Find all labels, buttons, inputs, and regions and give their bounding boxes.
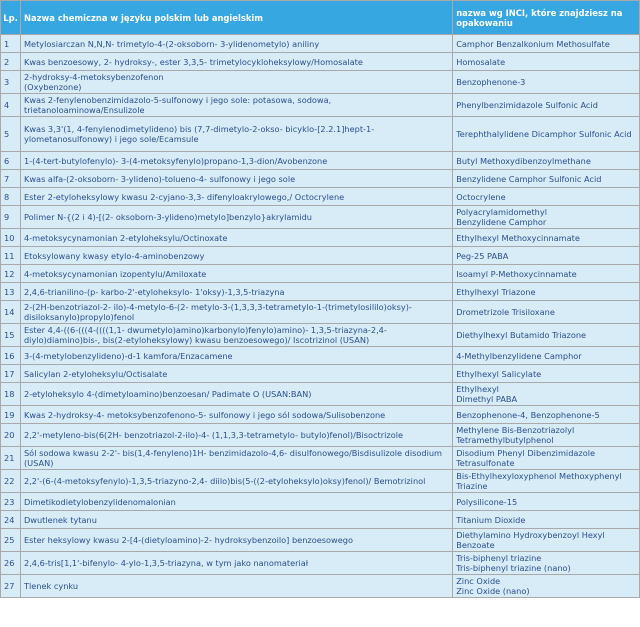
cell-lp: 23 xyxy=(1,493,21,511)
cell-lp: 4 xyxy=(1,94,21,117)
cell-inci-name: Terephthalylidene Dicamphor Sulfonic Acid xyxy=(453,117,640,152)
cell-polish-name: 4-metoksycynamonian izopentylu/Amiloxate xyxy=(20,265,452,283)
cell-polish-name: Kwas alfa-(2-oksoborn- 3-ylideno)-tolueno-4- sulfonowy i jego sole xyxy=(20,170,452,188)
table-row xyxy=(1,511,640,529)
header-row xyxy=(1,1,640,35)
cell-inci-name: Diethylhexyl Butamido Triazone xyxy=(453,324,640,347)
table-row xyxy=(1,283,640,301)
cell-lp: 18 xyxy=(1,383,21,406)
cell-lp: 2 xyxy=(1,53,21,71)
table-header xyxy=(1,1,640,35)
table-row xyxy=(1,53,640,71)
cell-inci-name: Isoamyl P-Methoxycinnamate xyxy=(453,265,640,283)
table-row xyxy=(1,447,640,470)
table-row xyxy=(1,247,640,265)
cell-polish-name: Ester 2-etyloheksylowy kwasu 2-cyjano-3,3- difenyloakrylowego,/ Octocrylene xyxy=(20,188,452,206)
cell-polish-name: Ester heksylowy kwasu 2-[4-(dietyloamino)-2- hydroksybenzoilo] benzoesowego xyxy=(20,529,452,552)
cell-polish-name: Tlenek cynku xyxy=(20,575,452,598)
table-row xyxy=(1,383,640,406)
table-row xyxy=(1,365,640,383)
cell-inci-name: Titanium Dioxide xyxy=(453,511,640,529)
cell-polish-name: 1-(4-tert-butylofenylo)- 3-(4-metoksyfenylo)propano-1,3-dion/Avobenzone xyxy=(20,152,452,170)
table-body xyxy=(1,35,640,598)
table-row xyxy=(1,206,640,229)
cell-lp: 12 xyxy=(1,265,21,283)
cell-inci-name: 4-Methylbenzylidene Camphor xyxy=(453,347,640,365)
cell-polish-name: 2,4,6-trianilino-(p- karbo-2'-etyloheksylo- 1'oksy)-1,3,5-triazyna xyxy=(20,283,452,301)
cell-lp: 13 xyxy=(1,283,21,301)
cell-polish-name: 2-hydroksy-4-metoksybenzofenon (Oxybenzone) xyxy=(20,71,452,94)
cell-inci-name: Bis-Ethylhexyloxyphenol Methoxyphenyl Triazine xyxy=(453,470,640,493)
table-row xyxy=(1,71,640,94)
header-inci-name: nazwa wg INCI, które znajdziesz na opakowaniu xyxy=(453,1,640,35)
header-polish-name: Nazwa chemiczna w języku polskim lub angielskim xyxy=(20,1,452,35)
table-row xyxy=(1,35,640,53)
table-row xyxy=(1,529,640,552)
cell-lp: 19 xyxy=(1,406,21,424)
cell-polish-name: Etoksylowany kwasy etylo-4-aminobenzowy xyxy=(20,247,452,265)
table-row xyxy=(1,470,640,493)
table-row xyxy=(1,406,640,424)
table-row xyxy=(1,117,640,152)
cell-polish-name: Salicylan 2-etyloheksylu/Octisalate xyxy=(20,365,452,383)
cell-polish-name: Kwas 2-hydroksy-4- metoksybenzofenono-5- sulfonowy i jego sól sodowa/Sulisobenzone xyxy=(20,406,452,424)
cell-polish-name: Sól sodowa kwasu 2-2'- bis(1,4-fenyleno)1H- benzimidazolo-4,6- disulfonowego/Bisdisulizole disodium (USAN) xyxy=(20,447,452,470)
cell-polish-name: Polimer N-{(2 i 4)-[(2- oksoborn-3-ylideno)metylo]benzylo}akrylamidu xyxy=(20,206,452,229)
cell-inci-name: Tris-biphenyl triazine Tris-biphenyl triazine (nano) xyxy=(453,552,640,575)
cell-inci-name: Camphor Benzalkonium Methosulfate xyxy=(453,35,640,53)
cell-polish-name: 2-(2H-benzotriazol-2- ilo)-4-metylo-6-(2- metylo-3-(1,3,3,3-tetrametylo-1-(trimetylosililo)oksy)-disiloksanylo)propylo)fenol xyxy=(20,301,452,324)
cell-lp: 8 xyxy=(1,188,21,206)
cell-lp: 14 xyxy=(1,301,21,324)
cell-lp: 11 xyxy=(1,247,21,265)
cell-lp: 5 xyxy=(1,117,21,152)
cell-inci-name: Ethylhexyl Salicylate xyxy=(453,365,640,383)
cell-inci-name: Drometrizole Trisiloxane xyxy=(453,301,640,324)
table-row xyxy=(1,324,640,347)
cell-inci-name: Diethylamino Hydroxybenzoyl Hexyl Benzoate xyxy=(453,529,640,552)
cell-inci-name: Octocrylene xyxy=(453,188,640,206)
table-row xyxy=(1,152,640,170)
table-row xyxy=(1,170,640,188)
cell-polish-name: 4-metoksycynamonian 2-etyloheksylu/Octinoxate xyxy=(20,229,452,247)
table-row xyxy=(1,301,640,324)
table-row xyxy=(1,575,640,598)
cell-inci-name: Homosalate xyxy=(453,53,640,71)
cell-polish-name: 2-etyloheksylo 4-(dimetyloamino)benzoesan/ Padimate O (USAN:BAN) xyxy=(20,383,452,406)
table-row xyxy=(1,493,640,511)
cell-polish-name: Ester 4,4-((6-(((4-((((1,1- dwumetylo)amino)karbonylo)fenylo)amino)- 1,3,5-triazyna-2,4-diylo)diamino)bis-, bis(2-etyloheksylowy) kwasu benzoesowego)/ Iscotrizinol (USAN) xyxy=(20,324,452,347)
cell-lp: 27 xyxy=(1,575,21,598)
cell-lp: 25 xyxy=(1,529,21,552)
cell-lp: 3 xyxy=(1,71,21,94)
cell-inci-name: Benzophenone-4, Benzophenone-5 xyxy=(453,406,640,424)
cell-lp: 6 xyxy=(1,152,21,170)
cell-lp: 20 xyxy=(1,424,21,447)
cell-polish-name: 2,2'-metyleno-bis(6(2H- benzotriazol-2-ilo)-4- (1,1,3,3-tetrametylo- butylo)fenol)/Bisoctrizole xyxy=(20,424,452,447)
cell-lp: 16 xyxy=(1,347,21,365)
table-row xyxy=(1,347,640,365)
cell-inci-name: Methylene Bis-Benzotriazolyl Tetramethylbutylphenol xyxy=(453,424,640,447)
cell-lp: 7 xyxy=(1,170,21,188)
cell-polish-name: Dwutlenek tytanu xyxy=(20,511,452,529)
cell-inci-name: Phenylbenzimidazole Sulfonic Acid xyxy=(453,94,640,117)
cell-lp: 1 xyxy=(1,35,21,53)
cell-inci-name: Zinc Oxide Zinc Oxide (nano) xyxy=(453,575,640,598)
cell-polish-name: 2,2'-(6-(4-metoksyfenylo)-1,3,5-triazyno-2,4- diilo)bis(5-((2-etyloheksylo)oksy)fenol)/ Bemotrizinol xyxy=(20,470,452,493)
header-lp: Lp. xyxy=(1,1,21,35)
cell-polish-name: Dimetikodietylobenzylidenomalonian xyxy=(20,493,452,511)
cell-inci-name: Benzophenone-3 xyxy=(453,71,640,94)
cell-polish-name: Kwas 2-fenylenobenzimidazolo-5-sulfonowy i jego sole: potasowa, sodowa, trietanoloaminowa/Ensulizole xyxy=(20,94,452,117)
cell-lp: 17 xyxy=(1,365,21,383)
cell-inci-name: Peg-25 PABA xyxy=(453,247,640,265)
cell-lp: 26 xyxy=(1,552,21,575)
table-row xyxy=(1,94,640,117)
cell-polish-name: Kwas 3,3'(1, 4-fenylenodimetylideno) bis (7,7-dimetylo-2-okso- bicyklo-[2.2.1]hept-1-ylometanosulfonowy) i jego sole/Ecamsule xyxy=(20,117,452,152)
cell-polish-name: 2,4,6-tris[1,1'-bifenylo- 4-ylo-1,3,5-triazyna, w tym jako nanomateriał xyxy=(20,552,452,575)
cell-inci-name: Butyl Methoxydibenzoylmethane xyxy=(453,152,640,170)
cell-inci-name: Polysilicone-15 xyxy=(453,493,640,511)
cell-inci-name: Ethylhexyl Methoxycinnamate xyxy=(453,229,640,247)
table-row xyxy=(1,229,640,247)
cell-lp: 22 xyxy=(1,470,21,493)
cell-inci-name: Ethylhexyl Dimethyl PABA xyxy=(453,383,640,406)
cell-lp: 15 xyxy=(1,324,21,347)
cell-inci-name: Polyacrylamidomethyl Benzylidene Camphor xyxy=(453,206,640,229)
cell-inci-name: Disodium Phenyl Dibenzimidazole Tetrasulfonate xyxy=(453,447,640,470)
table-row xyxy=(1,188,640,206)
cell-inci-name: Benzylidene Camphor Sulfonic Acid xyxy=(453,170,640,188)
cell-inci-name: Ethylhexyl Triazone xyxy=(453,283,640,301)
cell-lp: 9 xyxy=(1,206,21,229)
cell-lp: 24 xyxy=(1,511,21,529)
table-row xyxy=(1,552,640,575)
cell-lp: 21 xyxy=(1,447,21,470)
table-row xyxy=(1,424,640,447)
cell-polish-name: 3-(4-metylobenzylideno)-d-1 kamfora/Enzacamene xyxy=(20,347,452,365)
cell-polish-name: Kwas benzoesowy, 2- hydroksy-, ester 3,3,5- trimetylocykloheksylowy/Homosalate xyxy=(20,53,452,71)
cell-polish-name: Metylosiarczan N,N,N- trimetylo-4-(2-oksoborn- 3-ylidenometylo) aniliny xyxy=(20,35,452,53)
cell-lp: 10 xyxy=(1,229,21,247)
table-row xyxy=(1,265,640,283)
